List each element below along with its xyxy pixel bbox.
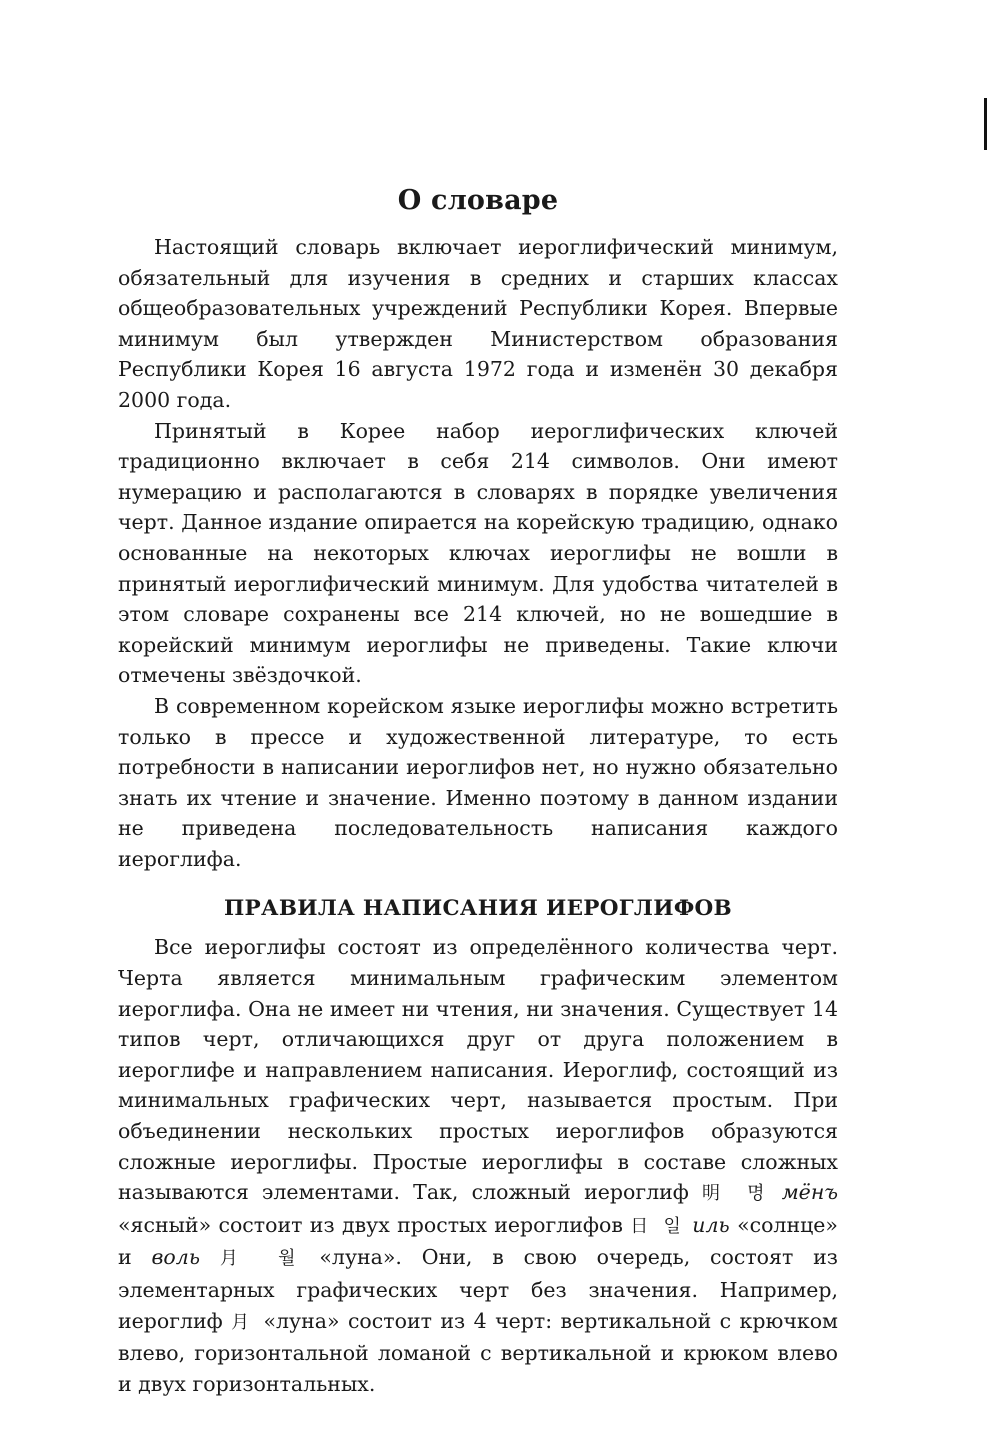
section-title-about: О словаре bbox=[397, 185, 559, 216]
about-paragraph-2: Принятый в Корее набор иероглифических ключей традиционно включает в себя 214 символов. Они имеют нумерацию и располагаются в словарях в порядке увеличения черт. Данное издание опирается на корейскую традицию, однако основанные на некоторых ключах иероглифы не вошли в принятый иероглифический минимум. Для удобства читателей в этом словаре сохранены все 214 ключей, но не вошедшие в корейский минимум иероглифы не приведены. Такие ключи отмечены звёздочкой. bbox=[118, 418, 838, 688]
rules-text-2: «ясный» состоит из двух простых иероглифов bbox=[118, 1212, 623, 1237]
section-title-rules: ПРАВИЛА НАПИСАНИЯ ИЕРОГЛИФОВ bbox=[223, 896, 733, 922]
hanja-moon: 月 bbox=[231, 1311, 256, 1333]
page-content bbox=[118, 182, 838, 1399]
romanization-il: иль bbox=[692, 1212, 730, 1237]
rules-text-5: «луна» состоит из 4 черт: вертикальной с крючком влево, горизонтальной ломаной с вертикальной и крюком влево и двух горизонтальных. bbox=[118, 1308, 838, 1396]
hanja-myeong: 明 명 bbox=[702, 1183, 769, 1205]
rules-paragraph bbox=[118, 932, 838, 1399]
rules-text-4: «луна». Они, в свою очередь, состоят из элементарных графических черт без значения. Например, иероглиф bbox=[118, 1245, 838, 1333]
hanja-il: 日 일 bbox=[630, 1215, 685, 1237]
hanja-wol: 月 월 bbox=[219, 1248, 300, 1270]
rules-text-1: Все иероглифы состоят из определённого количества черт. Черта является минимальным графическим элементом иероглифа. Она не имеет ни чтения, ни значения. Существует 14 типов черт, отличающихся друг от друга положением в иероглифе и направлением написания. Иероглиф, состоящий из минимальных графических черт, называется простым. При объединении нескольких простых иероглифов образуются сложные иероглифы. Простые иероглифы в составе сложных называются элементами. Так, сложный иероглиф bbox=[118, 935, 838, 1205]
romanization-wol: воль bbox=[151, 1245, 200, 1270]
about-paragraph-3: В современном корейском языке иероглифы можно встретить только в прессе и художественной литературе, то есть потребности в написании иероглифов нет, но нужно обязательно знать их чтение и значение. Именно поэтому в данном издании не приведена последовательность написания каждого иероглифа. bbox=[118, 693, 838, 871]
rules-text-3: «солнце» и bbox=[118, 1212, 838, 1270]
about-paragraph-1: Настоящий словарь включает иероглифический минимум, обязательный для изучения в средних и старших классах общеобразовательных учреждений Республики Корея. Впервые минимум был утвержден Министерством образования Республики Корея 16 августа 1972 года и изменён 30 декабря 2000 года. bbox=[118, 235, 838, 412]
romanization-myeong: мёнъ bbox=[781, 1180, 838, 1205]
